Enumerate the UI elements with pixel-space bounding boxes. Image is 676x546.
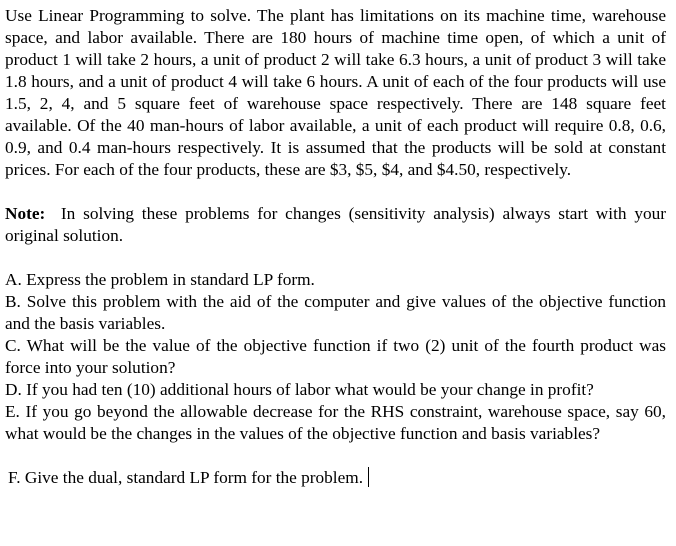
problem-statement: Use Linear Programming to solve. The plant has limitations on its machine time, warehouse space, and labor available. There are 180 hours of machine time open, of which a unit of product 1 will take 2 hours, a unit of product 2 will take 6.3 hours, a unit of product 3 will take 1.8 hours, and a unit of product 4 will take 6 hours. A unit of each of the four products will use 1.5, 2, 4, and 5 square feet of warehouse space respectively. There are 148 square feet available. Of the 40 man-hours of labor available, a unit of each product will require 0.8, 0.6, 0.9, and 0.4 man-hours respectively. It is assumed that the products will be sold at constant prices. For each of the four products, these are $3, $5, $4, and $4.50, respectively.	[5, 6, 666, 179]
text-cursor	[368, 467, 369, 487]
question-f-text: F. Give the dual, standard LP form for the problem.	[8, 468, 364, 487]
question-b: B. Solve this problem with the aid of the computer and give values of the objective function and the basis variables.	[5, 292, 666, 333]
question-e: E. If you go beyond the allowable decrease for the RHS constraint, warehouse space, say 60, what would be the changes in the values of the objective function and basis variables?	[5, 402, 666, 443]
document-body	[5, 5, 666, 489]
question-c: C. What will be the value of the objective function if two (2) unit of the fourth product was force into your solution?	[5, 336, 666, 377]
question-list	[5, 269, 666, 445]
note-paragraph	[5, 203, 666, 247]
question-d: D. If you had ten (10) additional hours of labor what would be your change in profit?	[5, 380, 594, 399]
question-f[interactable]	[5, 467, 666, 489]
note-text: In solving these problems for changes (sensitivity analysis) always start with your original solution.	[5, 204, 666, 245]
note-label: Note:	[5, 204, 46, 223]
question-a: A. Express the problem in standard LP form.	[5, 270, 315, 289]
